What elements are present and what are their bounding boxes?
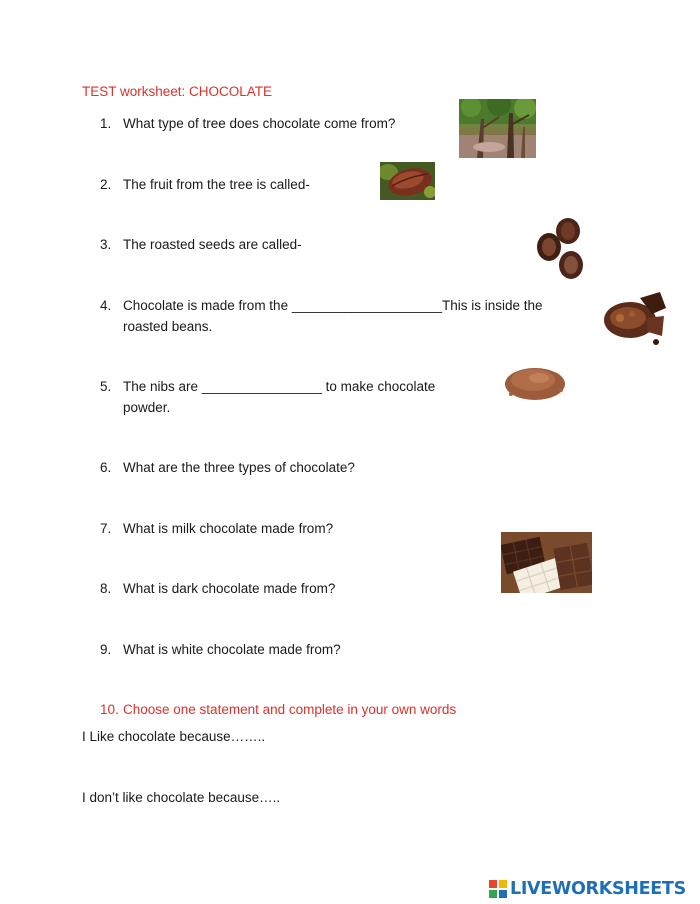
question-text: What is milk chocolate made from? xyxy=(123,521,334,536)
statement-dislike: I don’t like chocolate because….. xyxy=(82,790,281,805)
question-number: 5. xyxy=(100,379,112,394)
chocolate-bars-image xyxy=(501,532,592,593)
question-text: The roasted seeds are called- xyxy=(123,237,302,252)
question-number: 6. xyxy=(100,460,112,475)
cocoa-pod-image xyxy=(380,162,435,200)
liveworksheets-logo-icon xyxy=(489,880,507,898)
question-number: 1. xyxy=(100,116,112,131)
broken-cocoa-bean-image xyxy=(600,288,670,346)
question-number: 2. xyxy=(100,177,112,192)
question-text: What is white chocolate made from? xyxy=(123,642,341,657)
question-number: 10. xyxy=(100,702,119,717)
question-text: What are the three types of chocolate? xyxy=(123,460,355,475)
question-text-line-2: powder. xyxy=(123,400,171,415)
question-text: What is dark chocolate made from? xyxy=(123,581,336,596)
question-text: Chocolate is made from the ____________________This is inside the xyxy=(123,298,543,313)
question-text: The nibs are ________________ to make chocolate xyxy=(123,379,436,394)
cocoa-powder-image xyxy=(503,360,567,402)
statement-like: I Like chocolate because…….. xyxy=(82,729,266,744)
roasted-seeds-image xyxy=(535,217,585,281)
question-text: Choose one statement and complete in your own words xyxy=(123,702,457,717)
question-number: 4. xyxy=(100,298,112,313)
worksheet-title: TEST worksheet: CHOCOLATE xyxy=(82,84,273,99)
question-text: The fruit from the tree is called- xyxy=(123,177,310,192)
liveworksheets-logo-text: LIVEWORKSHEETS xyxy=(510,879,686,899)
cocoa-tree-image xyxy=(459,99,536,158)
question-number: 7. xyxy=(100,521,112,536)
question-text: What type of tree does chocolate come from? xyxy=(123,116,396,131)
question-number: 3. xyxy=(100,237,112,252)
liveworksheets-logo xyxy=(489,878,686,900)
question-text-line-2: roasted beans. xyxy=(123,319,213,334)
question-number: 8. xyxy=(100,581,112,596)
question-number: 9. xyxy=(100,642,112,657)
